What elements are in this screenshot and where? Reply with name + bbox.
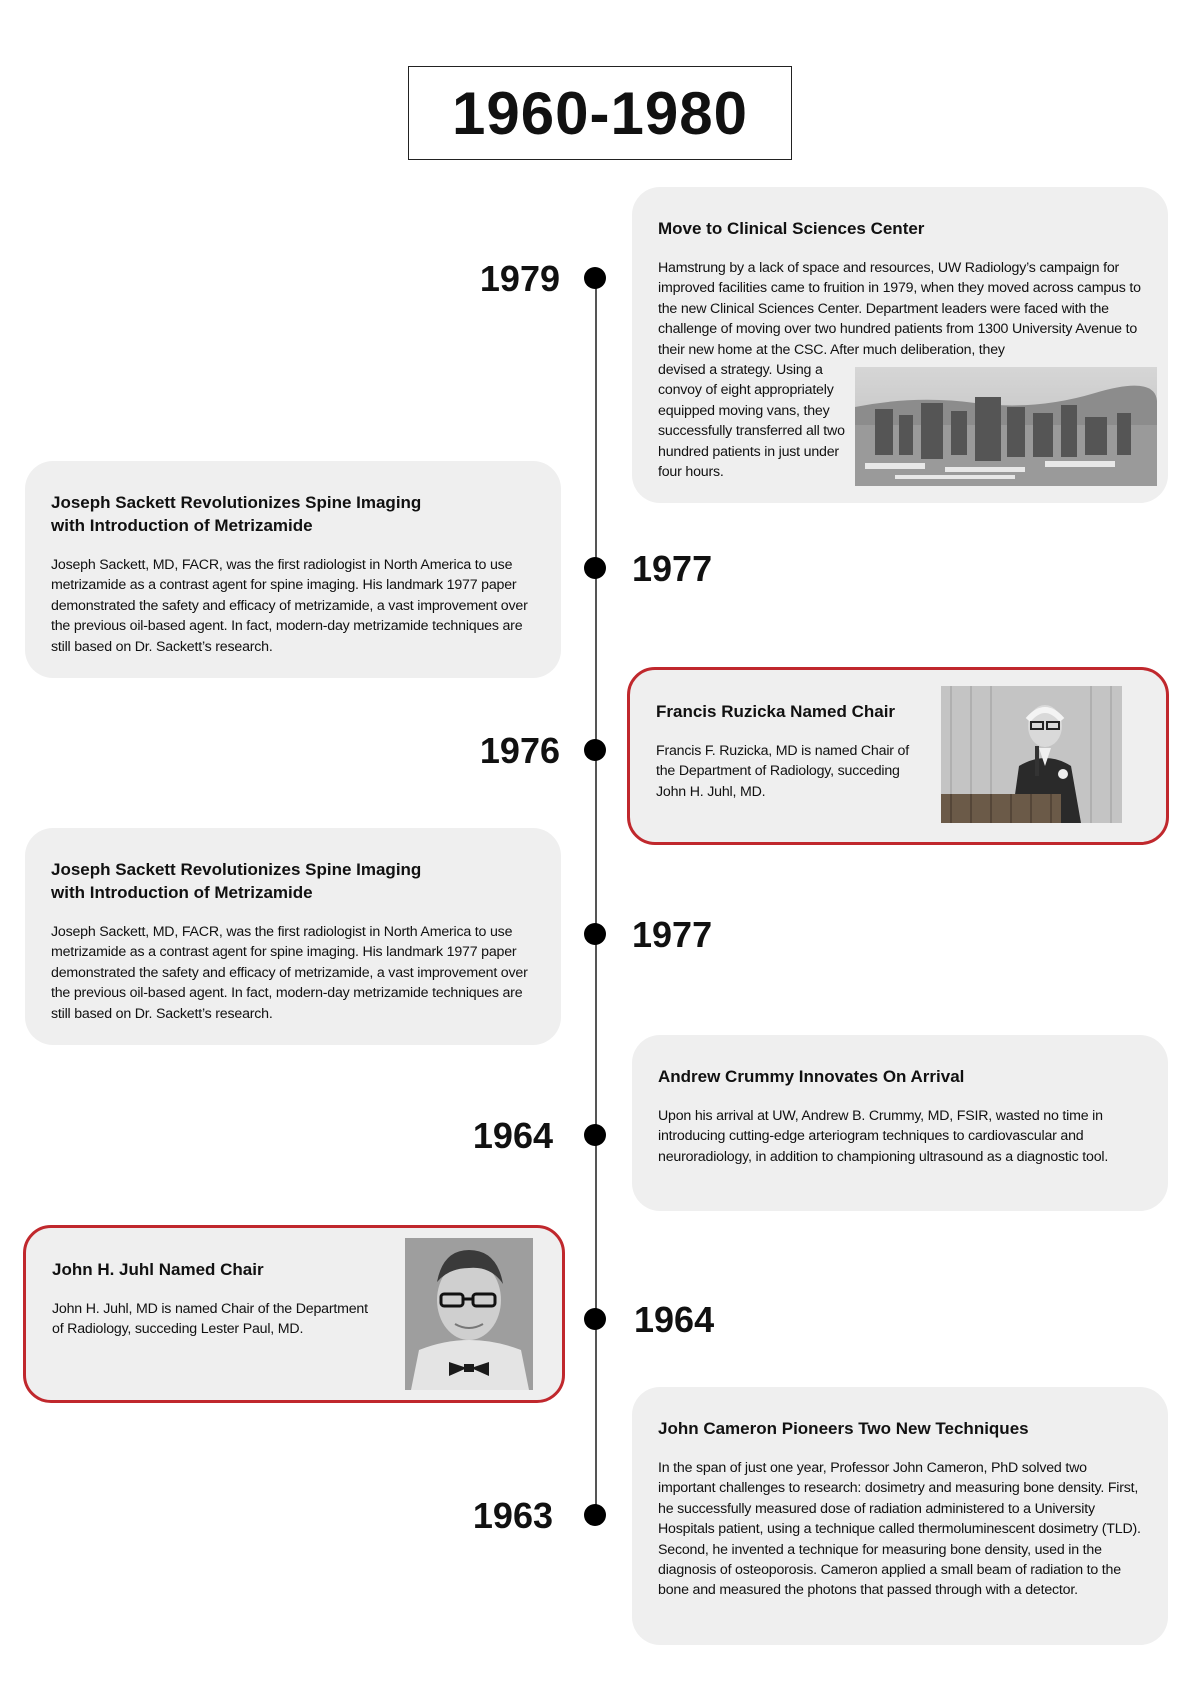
timeline-dot (584, 923, 606, 945)
event-body: Joseph Sackett, MD, FACR, was the first radiologist in North America to use metrizamide as a contrast agent for spine imaging. His landmark 1977 paper demonstrated the safety and efficacy of metrizamide, a vast improvement over the previous oil-based agent. In fact, modern-day metrizamide techniques are still based on Dr. Sackett’s research. (51, 557, 528, 655)
event-card (632, 1035, 1168, 1211)
page-title: 1960-1980 (408, 66, 792, 160)
timeline-dot (584, 557, 606, 579)
event-title: Francis Ruzicka Named Chair (656, 702, 896, 721)
event-title: Joseph Sackett Revolutionizes Spine Imaging with Introduction of Metrizamide (51, 493, 422, 535)
portrait-photo (405, 1238, 533, 1390)
event-title: John Cameron Pioneers Two New Techniques (658, 1419, 1029, 1438)
timeline-dot (584, 1124, 606, 1146)
event-title: Move to Clinical Sciences Center (658, 219, 925, 238)
year-label: 1977 (632, 548, 713, 589)
aerial-photo (855, 367, 1157, 486)
year-label: 1977 (632, 914, 713, 955)
year-label: 1976 (479, 730, 560, 771)
event-title: Joseph Sackett Revolutionizes Spine Imaging with Introduction of Metrizamide (51, 860, 422, 902)
year-label: 1964 (634, 1299, 715, 1340)
year-label: 1979 (479, 258, 560, 299)
event-body: Francis F. Ruzicka, MD is named Chair of the Department of Radiology, succeding John H. Juhl, MD. (656, 743, 909, 800)
event-title: Andrew Crummy Innovates On Arrival (658, 1067, 965, 1086)
portrait-photo (941, 686, 1122, 823)
event-card (25, 828, 561, 1045)
event-body-continued: devised a strategy. Using a convoy of eight appropriately equipped moving vans, they successfully transferred all two hundred patients in just under four hours. (658, 362, 845, 481)
event-title: John H. Juhl Named Chair (52, 1260, 264, 1279)
event-card (25, 461, 561, 678)
event-card (632, 1387, 1168, 1645)
event-body: Hamstrung by a lack of space and resources, UW Radiology’s campaign for improved facilities came to fruition in 1979, when they moved across campus to the new Clinical Sciences Center. Department leaders were faced with the challenge of moving over two hundred patients from 1300 University Avenue to their new home at the CSC. After much deliberation, they (658, 260, 1141, 358)
event-card-highlighted (627, 667, 1169, 845)
year-label: 1964 (472, 1115, 553, 1156)
event-body: Upon his arrival at UW, Andrew B. Crummy, MD, FSIR, wasted no time in introducing cutting-edge arteriogram techniques to cardiovascular and neuroradiology, in addition to championing ultrasound as a diagnostic tool. (658, 1108, 1109, 1165)
event-card (632, 187, 1168, 503)
event-body: In the span of just one year, Professor John Cameron, PhD solved two important challenges to research: dosimetry and measuring bone density. First, he successfully measured dose of radiation administered to a University Hospitals patient, using a technique called thermoluminescent dosimetry (TLD). Second, he invented a technique for measuring bone density, used in the diagnosis of osteoporosis. Cameron applied a small beam of radiation to the bone and measured the photons that passed through with a detector. (658, 1460, 1141, 1599)
timeline-dot (584, 1308, 606, 1330)
timeline-dot (584, 739, 606, 761)
event-body: John H. Juhl, MD is named Chair of the Department of Radiology, succeding Lester Paul, MD. (52, 1301, 368, 1338)
timeline-dot (584, 1504, 606, 1526)
year-label: 1963 (472, 1495, 553, 1536)
timeline-dot (584, 267, 606, 289)
event-card-highlighted (23, 1225, 565, 1403)
event-body: Joseph Sackett, MD, FACR, was the first radiologist in North America to use metrizamide as a contrast agent for spine imaging. His landmark 1977 paper demonstrated the safety and efficacy of metrizamide, a vast improvement over the previous oil-based agent. In fact, modern-day metrizamide techniques are still based on Dr. Sackett’s research. (51, 924, 528, 1022)
